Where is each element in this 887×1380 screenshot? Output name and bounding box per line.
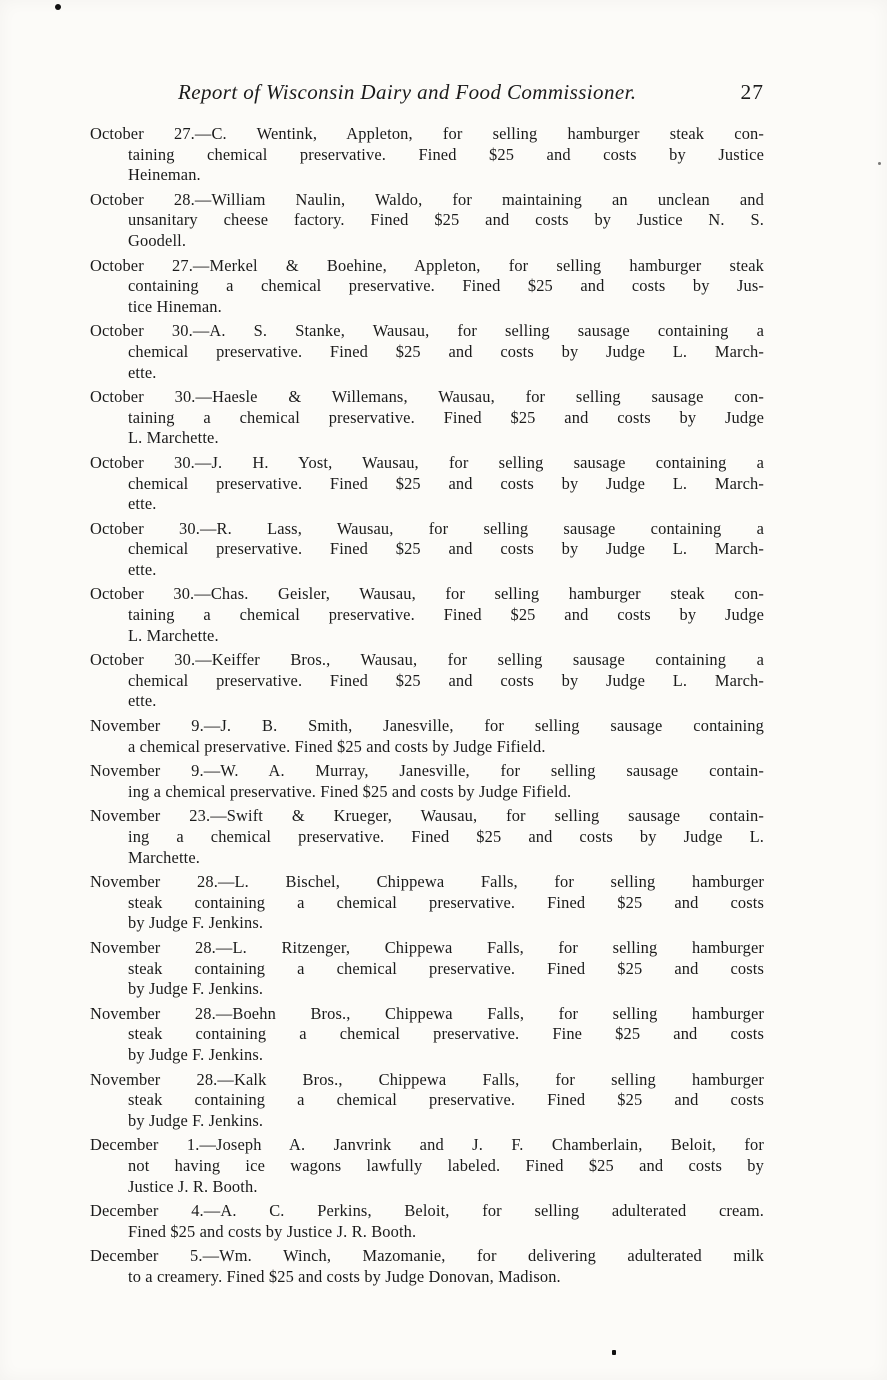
entry-line: chemical preservative. Fined $25 and costs by Judge L. March- [128, 473, 764, 493]
fine-entry [90, 584, 764, 646]
fine-entry [90, 190, 764, 252]
entry-line: ette. [128, 559, 157, 579]
fine-entry [90, 1201, 764, 1242]
entry-line: not having ice wagons lawfully labeled. Fined $25 and costs by [128, 1155, 764, 1175]
page-header [92, 80, 764, 105]
ink-speck-small [878, 162, 881, 165]
fine-entry [90, 1070, 764, 1132]
entry-line: chemical preservative. Fined $25 and costs by Judge L. March- [128, 670, 764, 690]
fine-entry [90, 256, 764, 318]
entry-line: L. Marchette. [128, 428, 219, 448]
entry-line: ing a chemical preservative. Fined $25 and costs by Judge L. [128, 827, 764, 846]
fine-entry-list [90, 124, 764, 1291]
entry-line: by Judge F. Jenkins. [128, 913, 264, 933]
entry-line: steak containing a chemical preservative. Fined $25 and costs [128, 1090, 764, 1110]
fine-entry [90, 938, 764, 1000]
entry-line: December 4.—A. C. Perkins, Beloit, for selling adulterated cream. [90, 1201, 764, 1221]
entry-line: taining a chemical preservative. Fined $25 and costs by Judge [128, 605, 764, 625]
entry-line: ette. [128, 691, 157, 711]
entry-line: Goodell. [128, 230, 187, 250]
entry-line: L. Marchette. [128, 625, 219, 645]
running-title: Report of Wisconsin Dairy and Food Commissioner. [178, 80, 637, 104]
ink-speck [612, 1350, 616, 1355]
entry-line: steak containing a chemical preservative. Fine $25 and costs [128, 1024, 764, 1044]
fine-entry [90, 1135, 764, 1197]
fine-entry [90, 806, 764, 868]
entry-line: unsanitary cheese factory. Fined $25 and costs by Justice N. S. [128, 210, 764, 230]
entry-line: tice Hineman. [128, 296, 222, 316]
fine-entry [90, 453, 764, 515]
entry-line: October 27.—Merkel & Boehine, Appleton, for selling hamburger steak [90, 255, 764, 275]
page-number: 27 [740, 80, 764, 104]
entry-line: October 30.—R. Lass, Wausau, for selling sausage containing a [90, 518, 764, 538]
entry-line: a chemical preservative. Fined $25 and costs by Judge Fifield. [128, 736, 546, 756]
entry-line: ette. [128, 494, 157, 514]
fine-entry [90, 1004, 764, 1066]
fine-entry [90, 321, 764, 383]
entry-line: Marchette. [128, 847, 201, 867]
entry-line: Fined $25 and costs by Justice J. R. Booth. [128, 1221, 417, 1241]
entry-line: October 30.—A. S. Stanke, Wausau, for selling sausage containing a [90, 321, 764, 341]
entry-line: Justice J. R. Booth. [128, 1176, 258, 1196]
fine-entry [90, 716, 764, 757]
fine-entry [90, 519, 764, 581]
entry-line: November 28.—Boehn Bros., Chippewa Falls, for selling hamburger [90, 1003, 764, 1023]
entry-line: December 1.—Joseph A. Janvrink and J. F. Chamberlain, Beloit, for [90, 1135, 764, 1155]
entry-line: chemical preservative. Fined $25 and costs by Judge L. March- [128, 539, 764, 559]
entry-line: Heineman. [128, 165, 201, 185]
fine-entry [90, 124, 764, 186]
fine-entry [90, 1246, 764, 1287]
entry-line: October 27.—C. Wentink, Appleton, for selling hamburger steak con- [90, 124, 764, 143]
entry-line: November 9.—W. A. Murray, Janesville, for selling sausage contain- [90, 761, 764, 781]
entry-line: by Judge F. Jenkins. [128, 1110, 264, 1130]
entry-line: October 28.—William Naulin, Waldo, for maintaining an unclean and [90, 189, 764, 209]
entry-line: ing a chemical preservative. Fined $25 and costs by Judge Fifield. [128, 781, 572, 801]
entry-line: by Judge F. Jenkins. [128, 1044, 264, 1064]
entry-line: November 28.—L. Bischel, Chippewa Falls, for selling hamburger [90, 872, 764, 892]
entry-line: taining a chemical preservative. Fined $25 and costs by Judge [128, 407, 764, 427]
entry-line: by Judge F. Jenkins. [128, 979, 264, 999]
entry-line: chemical preservative. Fined $25 and costs by Judge L. March- [128, 341, 764, 361]
entry-line: October 30.—Chas. Geisler, Wausau, for selling hamburger steak con- [90, 584, 764, 604]
entry-line: October 30.—Haesle & Willemans, Wausau, for selling sausage con- [90, 387, 764, 407]
fine-entry [90, 387, 764, 449]
entry-line: taining chemical preservative. Fined $25 and costs by Justice [128, 144, 764, 164]
entry-line: to a creamery. Fined $25 and costs by Judge Donovan, Madison. [128, 1266, 561, 1286]
entry-line: October 30.—J. H. Yost, Wausau, for selling sausage containing a [90, 452, 764, 472]
fine-entry [90, 872, 764, 934]
ink-dot [55, 4, 61, 10]
entry-line: containing a chemical preservative. Fined $25 and costs by Jus- [128, 276, 764, 296]
entry-line: ette. [128, 362, 157, 382]
entry-line: November 9.—J. B. Smith, Janesville, for selling sausage containing [90, 716, 764, 736]
entry-line: November 28.—L. Ritzenger, Chippewa Falls, for selling hamburger [90, 937, 764, 957]
fine-entry [90, 650, 764, 712]
entry-line: November 28.—Kalk Bros., Chippewa Falls, for selling hamburger [90, 1069, 764, 1089]
entry-line: steak containing a chemical preservative. Fined $25 and costs [128, 958, 764, 978]
entry-line: October 30.—Keiffer Bros., Wausau, for selling sausage containing a [90, 650, 764, 670]
fine-entry [90, 761, 764, 802]
entry-line: November 23.—Swift & Krueger, Wausau, for selling sausage contain- [90, 806, 764, 826]
entry-line: steak containing a chemical preservative. Fined $25 and costs [128, 892, 764, 912]
entry-line: December 5.—Wm. Winch, Mazomanie, for delivering adulterated milk [90, 1246, 764, 1266]
